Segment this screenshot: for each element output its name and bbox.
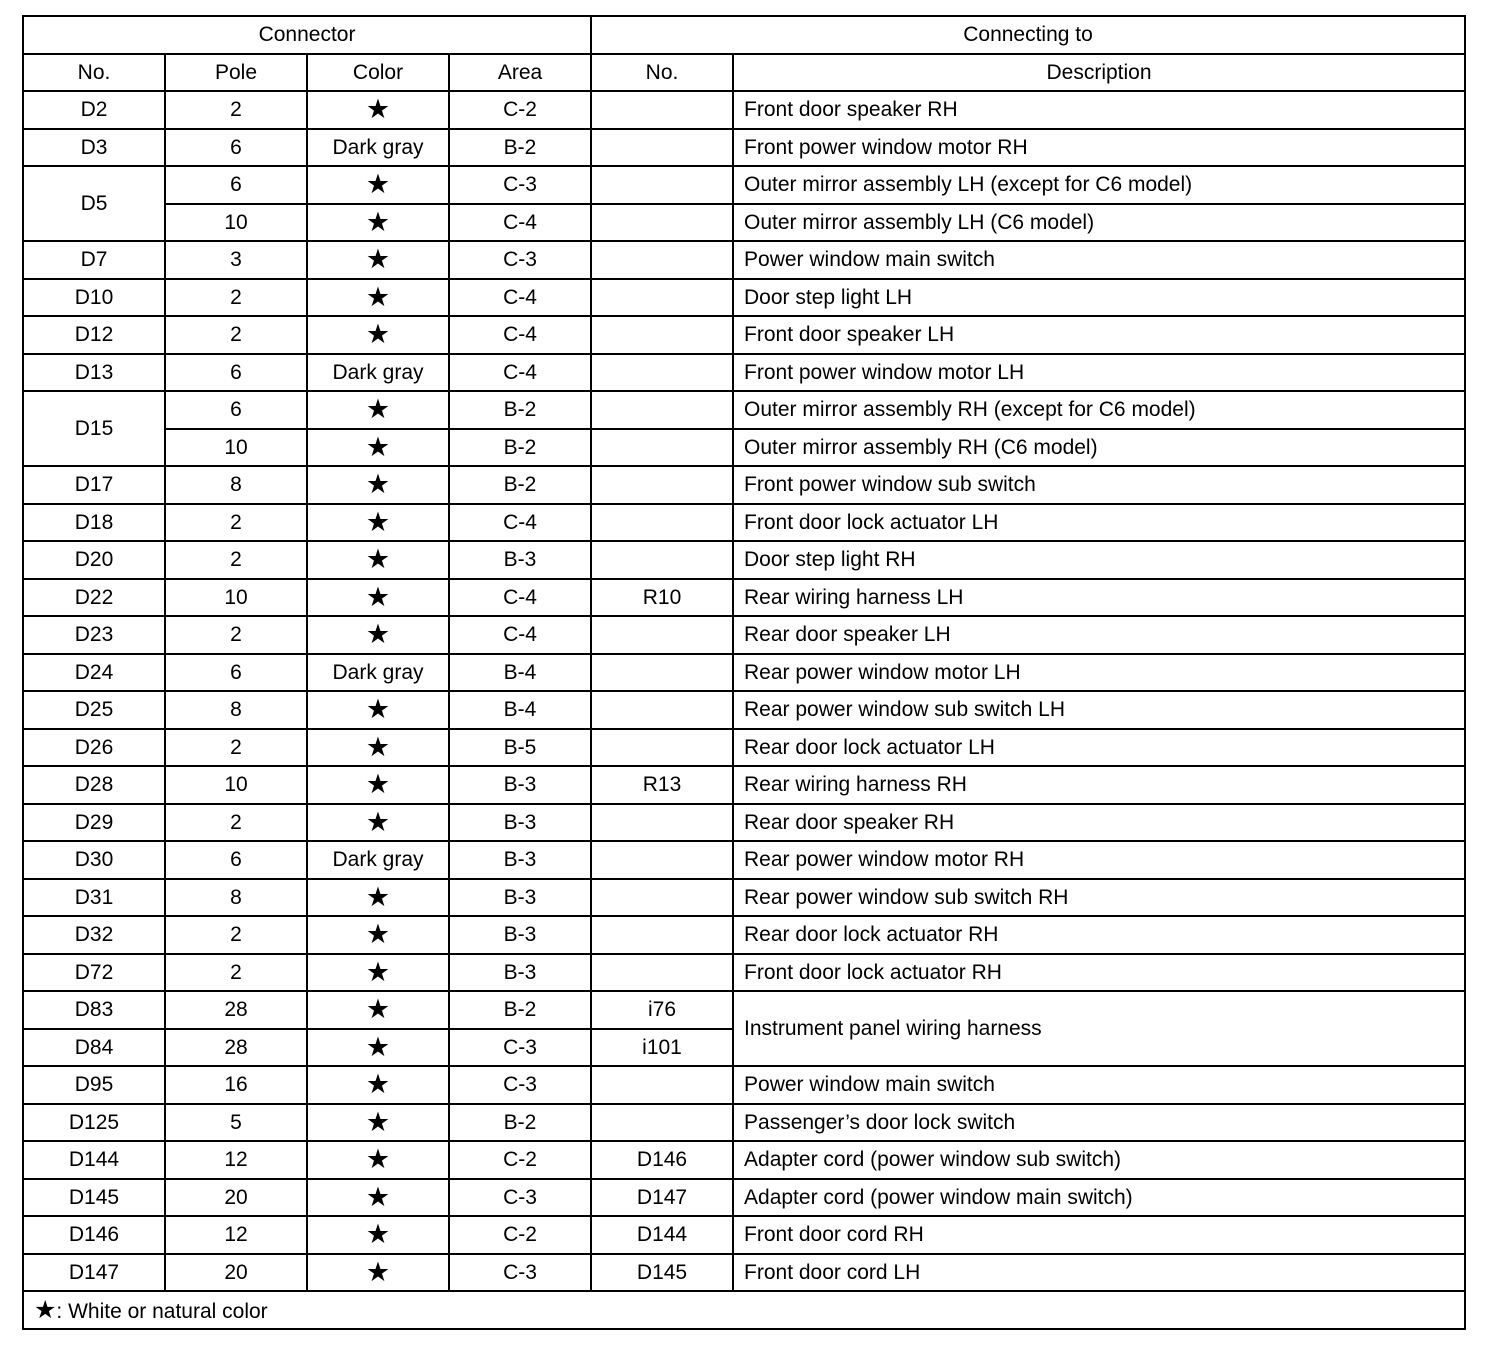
cell-no: D25	[23, 691, 165, 729]
cell-pole: 10	[165, 766, 307, 804]
cell-pole: 2	[165, 729, 307, 767]
cell-description: Front door lock actuator LH	[733, 504, 1465, 542]
cell-to-no	[591, 429, 733, 467]
table-row	[23, 1141, 1465, 1179]
table-row	[23, 729, 1465, 767]
cell-area: B-5	[449, 729, 591, 767]
cell-to-no	[591, 654, 733, 692]
table-row	[23, 504, 1465, 542]
table-row	[23, 991, 1465, 1029]
cell-to-no	[591, 316, 733, 354]
cell-area: B-4	[449, 654, 591, 692]
cell-pole: 6	[165, 391, 307, 429]
cell-pole: 12	[165, 1216, 307, 1254]
cell-to-no	[591, 541, 733, 579]
column-header-pole: Pole	[165, 54, 307, 92]
table-row	[23, 391, 1465, 429]
cell-to-no	[591, 1104, 733, 1142]
table-row	[23, 1066, 1465, 1104]
column-header-area: Area	[449, 54, 591, 92]
cell-area: B-2	[449, 391, 591, 429]
cell-no: D22	[23, 579, 165, 617]
column-header-description: Description	[733, 54, 1465, 92]
table-row	[23, 841, 1465, 879]
table-row	[23, 616, 1465, 654]
cell-description: Outer mirror assembly RH (except for C6 model)	[733, 391, 1465, 429]
table-row	[23, 766, 1465, 804]
cell-area: C-4	[449, 204, 591, 242]
table-row	[23, 204, 1465, 242]
connecting-to-group-header: Connecting to	[591, 16, 1465, 54]
cell-pole: 2	[165, 804, 307, 842]
cell-description: Outer mirror assembly LH (C6 model)	[733, 204, 1465, 242]
cell-no: D83	[23, 991, 165, 1029]
cell-no: D10	[23, 279, 165, 317]
cell-area: B-2	[449, 466, 591, 504]
cell-pole: 28	[165, 1029, 307, 1067]
cell-area: C-3	[449, 1254, 591, 1292]
cell-color-star-icon: ★	[307, 579, 449, 617]
cell-pole: 8	[165, 879, 307, 917]
table-row	[23, 1179, 1465, 1217]
cell-description: Rear power window motor LH	[733, 654, 1465, 692]
cell-color: Dark gray	[307, 841, 449, 879]
cell-area: B-4	[449, 691, 591, 729]
cell-no: D147	[23, 1254, 165, 1292]
cell-area: B-3	[449, 879, 591, 917]
table-row	[23, 129, 1465, 167]
cell-no: D23	[23, 616, 165, 654]
cell-to-no	[591, 91, 733, 129]
cell-description: Front door speaker LH	[733, 316, 1465, 354]
cell-color-star-icon: ★	[307, 729, 449, 767]
cell-pole: 3	[165, 241, 307, 279]
table-row	[23, 1104, 1465, 1142]
cell-no: D145	[23, 1179, 165, 1217]
cell-area: C-4	[449, 354, 591, 392]
cell-pole: 6	[165, 129, 307, 167]
connector-table-sheet	[22, 15, 1466, 1330]
table-row	[23, 879, 1465, 917]
cell-no: D28	[23, 766, 165, 804]
table-row	[23, 916, 1465, 954]
cell-pole: 2	[165, 541, 307, 579]
header-group-row	[23, 16, 1465, 54]
cell-description: Front door speaker RH	[733, 91, 1465, 129]
cell-no: D84	[23, 1029, 165, 1067]
cell-color-star-icon: ★	[307, 766, 449, 804]
cell-no: D26	[23, 729, 165, 767]
cell-area: B-2	[449, 1104, 591, 1142]
cell-description: Front door lock actuator RH	[733, 954, 1465, 992]
cell-area: C-4	[449, 616, 591, 654]
column-header-no: No.	[23, 54, 165, 92]
cell-pole: 2	[165, 316, 307, 354]
table-row	[23, 954, 1465, 992]
cell-description: Front power window sub switch	[733, 466, 1465, 504]
cell-no: D32	[23, 916, 165, 954]
cell-description: Outer mirror assembly RH (C6 model)	[733, 429, 1465, 467]
cell-color-star-icon: ★	[307, 1029, 449, 1067]
cell-color-star-icon: ★	[307, 616, 449, 654]
cell-color-star-icon: ★	[307, 1216, 449, 1254]
cell-description: Rear power window sub switch RH	[733, 879, 1465, 917]
cell-area: C-3	[449, 1179, 591, 1217]
cell-pole: 6	[165, 354, 307, 392]
cell-description: Power window main switch	[733, 1066, 1465, 1104]
cell-pole: 28	[165, 991, 307, 1029]
cell-description: Rear wiring harness RH	[733, 766, 1465, 804]
cell-color-star-icon: ★	[307, 166, 449, 204]
cell-area: B-3	[449, 954, 591, 992]
cell-pole: 10	[165, 204, 307, 242]
column-header-to-no: No.	[591, 54, 733, 92]
cell-to-no	[591, 841, 733, 879]
cell-description: Rear power window motor RH	[733, 841, 1465, 879]
cell-description: Adapter cord (power window sub switch)	[733, 1141, 1465, 1179]
table-row	[23, 91, 1465, 129]
table-row	[23, 354, 1465, 392]
table-row	[23, 579, 1465, 617]
cell-to-no	[591, 354, 733, 392]
cell-no: D29	[23, 804, 165, 842]
cell-no: D5	[23, 166, 165, 241]
cell-no: D30	[23, 841, 165, 879]
cell-area: B-3	[449, 841, 591, 879]
connector-table	[22, 15, 1466, 1330]
cell-to-no: R13	[591, 766, 733, 804]
cell-to-no: i101	[591, 1029, 733, 1067]
cell-color-star-icon: ★	[307, 1104, 449, 1142]
cell-color-star-icon: ★	[307, 279, 449, 317]
connector-group-header: Connector	[23, 16, 591, 54]
cell-color-star-icon: ★	[307, 1141, 449, 1179]
cell-pole: 20	[165, 1179, 307, 1217]
cell-color-star-icon: ★	[307, 1254, 449, 1292]
table-row	[23, 804, 1465, 842]
cell-to-no	[591, 916, 733, 954]
cell-pole: 2	[165, 916, 307, 954]
cell-to-no: R10	[591, 579, 733, 617]
cell-description: Door step light RH	[733, 541, 1465, 579]
cell-area: C-3	[449, 166, 591, 204]
cell-no: D20	[23, 541, 165, 579]
cell-color: Dark gray	[307, 354, 449, 392]
cell-description: Passenger’s door lock switch	[733, 1104, 1465, 1142]
cell-color-star-icon: ★	[307, 954, 449, 992]
cell-description: Front door cord LH	[733, 1254, 1465, 1292]
cell-to-no	[591, 729, 733, 767]
cell-area: C-4	[449, 579, 591, 617]
header-column-row	[23, 54, 1465, 92]
cell-pole: 16	[165, 1066, 307, 1104]
legend-text: : White or natural color	[56, 1300, 268, 1324]
table-row	[23, 166, 1465, 204]
cell-description: Power window main switch	[733, 241, 1465, 279]
cell-description: Rear power window sub switch LH	[733, 691, 1465, 729]
cell-to-no	[591, 129, 733, 167]
cell-to-no: i76	[591, 991, 733, 1029]
cell-pole: 2	[165, 504, 307, 542]
cell-color-star-icon: ★	[307, 991, 449, 1029]
cell-to-no	[591, 804, 733, 842]
cell-area: B-2	[449, 991, 591, 1029]
cell-description: Rear door speaker RH	[733, 804, 1465, 842]
cell-to-no: D147	[591, 1179, 733, 1217]
cell-color: Dark gray	[307, 129, 449, 167]
table-row	[23, 541, 1465, 579]
cell-no: D95	[23, 1066, 165, 1104]
cell-pole: 2	[165, 616, 307, 654]
cell-description: Front power window motor LH	[733, 354, 1465, 392]
table-row	[23, 279, 1465, 317]
table-row	[23, 1216, 1465, 1254]
cell-area: C-4	[449, 279, 591, 317]
cell-to-no	[591, 391, 733, 429]
cell-color-star-icon: ★	[307, 879, 449, 917]
cell-no: D3	[23, 129, 165, 167]
cell-area: B-2	[449, 129, 591, 167]
cell-pole: 10	[165, 429, 307, 467]
cell-description: Rear door lock actuator RH	[733, 916, 1465, 954]
cell-no: D24	[23, 654, 165, 692]
cell-no: D144	[23, 1141, 165, 1179]
cell-to-no	[591, 879, 733, 917]
cell-pole: 5	[165, 1104, 307, 1142]
cell-description: Door step light LH	[733, 279, 1465, 317]
cell-pole: 6	[165, 166, 307, 204]
cell-area: C-3	[449, 1066, 591, 1104]
cell-to-no	[591, 241, 733, 279]
cell-no: D7	[23, 241, 165, 279]
cell-no: D2	[23, 91, 165, 129]
cell-description: Adapter cord (power window main switch)	[733, 1179, 1465, 1217]
cell-pole: 6	[165, 841, 307, 879]
cell-color-star-icon: ★	[307, 1179, 449, 1217]
cell-pole: 2	[165, 279, 307, 317]
cell-pole: 8	[165, 691, 307, 729]
cell-to-no	[591, 279, 733, 317]
table-row	[23, 654, 1465, 692]
column-header-color: Color	[307, 54, 449, 92]
cell-no: D146	[23, 1216, 165, 1254]
cell-no: D12	[23, 316, 165, 354]
cell-area: C-2	[449, 1216, 591, 1254]
cell-color-star-icon: ★	[307, 429, 449, 467]
cell-to-no	[591, 954, 733, 992]
cell-area: C-3	[449, 241, 591, 279]
cell-description: Instrument panel wiring harness	[733, 991, 1465, 1066]
cell-color-star-icon: ★	[307, 541, 449, 579]
cell-to-no	[591, 166, 733, 204]
legend-row	[23, 1291, 1465, 1329]
cell-to-no: D146	[591, 1141, 733, 1179]
cell-color-star-icon: ★	[307, 391, 449, 429]
cell-pole: 12	[165, 1141, 307, 1179]
cell-area: C-2	[449, 91, 591, 129]
cell-to-no: D145	[591, 1254, 733, 1292]
cell-to-no	[591, 504, 733, 542]
cell-area: B-3	[449, 916, 591, 954]
table-row	[23, 241, 1465, 279]
cell-no: D13	[23, 354, 165, 392]
cell-area: B-2	[449, 429, 591, 467]
cell-area: C-4	[449, 504, 591, 542]
star-icon: ★	[34, 1295, 57, 1325]
cell-description: Front door cord RH	[733, 1216, 1465, 1254]
cell-no: D72	[23, 954, 165, 992]
cell-description: Outer mirror assembly LH (except for C6 model)	[733, 166, 1465, 204]
cell-color-star-icon: ★	[307, 241, 449, 279]
cell-area: B-3	[449, 541, 591, 579]
cell-color-star-icon: ★	[307, 91, 449, 129]
cell-area: C-4	[449, 316, 591, 354]
cell-color-star-icon: ★	[307, 691, 449, 729]
cell-to-no	[591, 691, 733, 729]
table-row	[23, 1254, 1465, 1292]
cell-color: Dark gray	[307, 654, 449, 692]
cell-to-no	[591, 466, 733, 504]
cell-to-no	[591, 616, 733, 654]
cell-pole: 10	[165, 579, 307, 617]
cell-area: C-3	[449, 1029, 591, 1067]
cell-no: D125	[23, 1104, 165, 1142]
cell-description: Front power window motor RH	[733, 129, 1465, 167]
cell-pole: 8	[165, 466, 307, 504]
cell-no: D31	[23, 879, 165, 917]
cell-color-star-icon: ★	[307, 466, 449, 504]
cell-area: B-3	[449, 766, 591, 804]
table-row	[23, 466, 1465, 504]
cell-no: D18	[23, 504, 165, 542]
cell-color-star-icon: ★	[307, 316, 449, 354]
cell-description: Rear door lock actuator LH	[733, 729, 1465, 767]
cell-to-no	[591, 204, 733, 242]
cell-no: D15	[23, 391, 165, 466]
cell-description: Rear door speaker LH	[733, 616, 1465, 654]
cell-pole: 2	[165, 91, 307, 129]
cell-color-star-icon: ★	[307, 504, 449, 542]
cell-pole: 2	[165, 954, 307, 992]
cell-pole: 6	[165, 654, 307, 692]
cell-description: Rear wiring harness LH	[733, 579, 1465, 617]
cell-area: C-2	[449, 1141, 591, 1179]
table-row	[23, 429, 1465, 467]
cell-no: D17	[23, 466, 165, 504]
cell-color-star-icon: ★	[307, 204, 449, 242]
cell-to-no	[591, 1066, 733, 1104]
cell-color-star-icon: ★	[307, 916, 449, 954]
legend	[23, 1291, 1465, 1329]
table-row	[23, 316, 1465, 354]
cell-pole: 20	[165, 1254, 307, 1292]
cell-to-no: D144	[591, 1216, 733, 1254]
cell-area: B-3	[449, 804, 591, 842]
table-row	[23, 691, 1465, 729]
cell-color-star-icon: ★	[307, 804, 449, 842]
cell-color-star-icon: ★	[307, 1066, 449, 1104]
